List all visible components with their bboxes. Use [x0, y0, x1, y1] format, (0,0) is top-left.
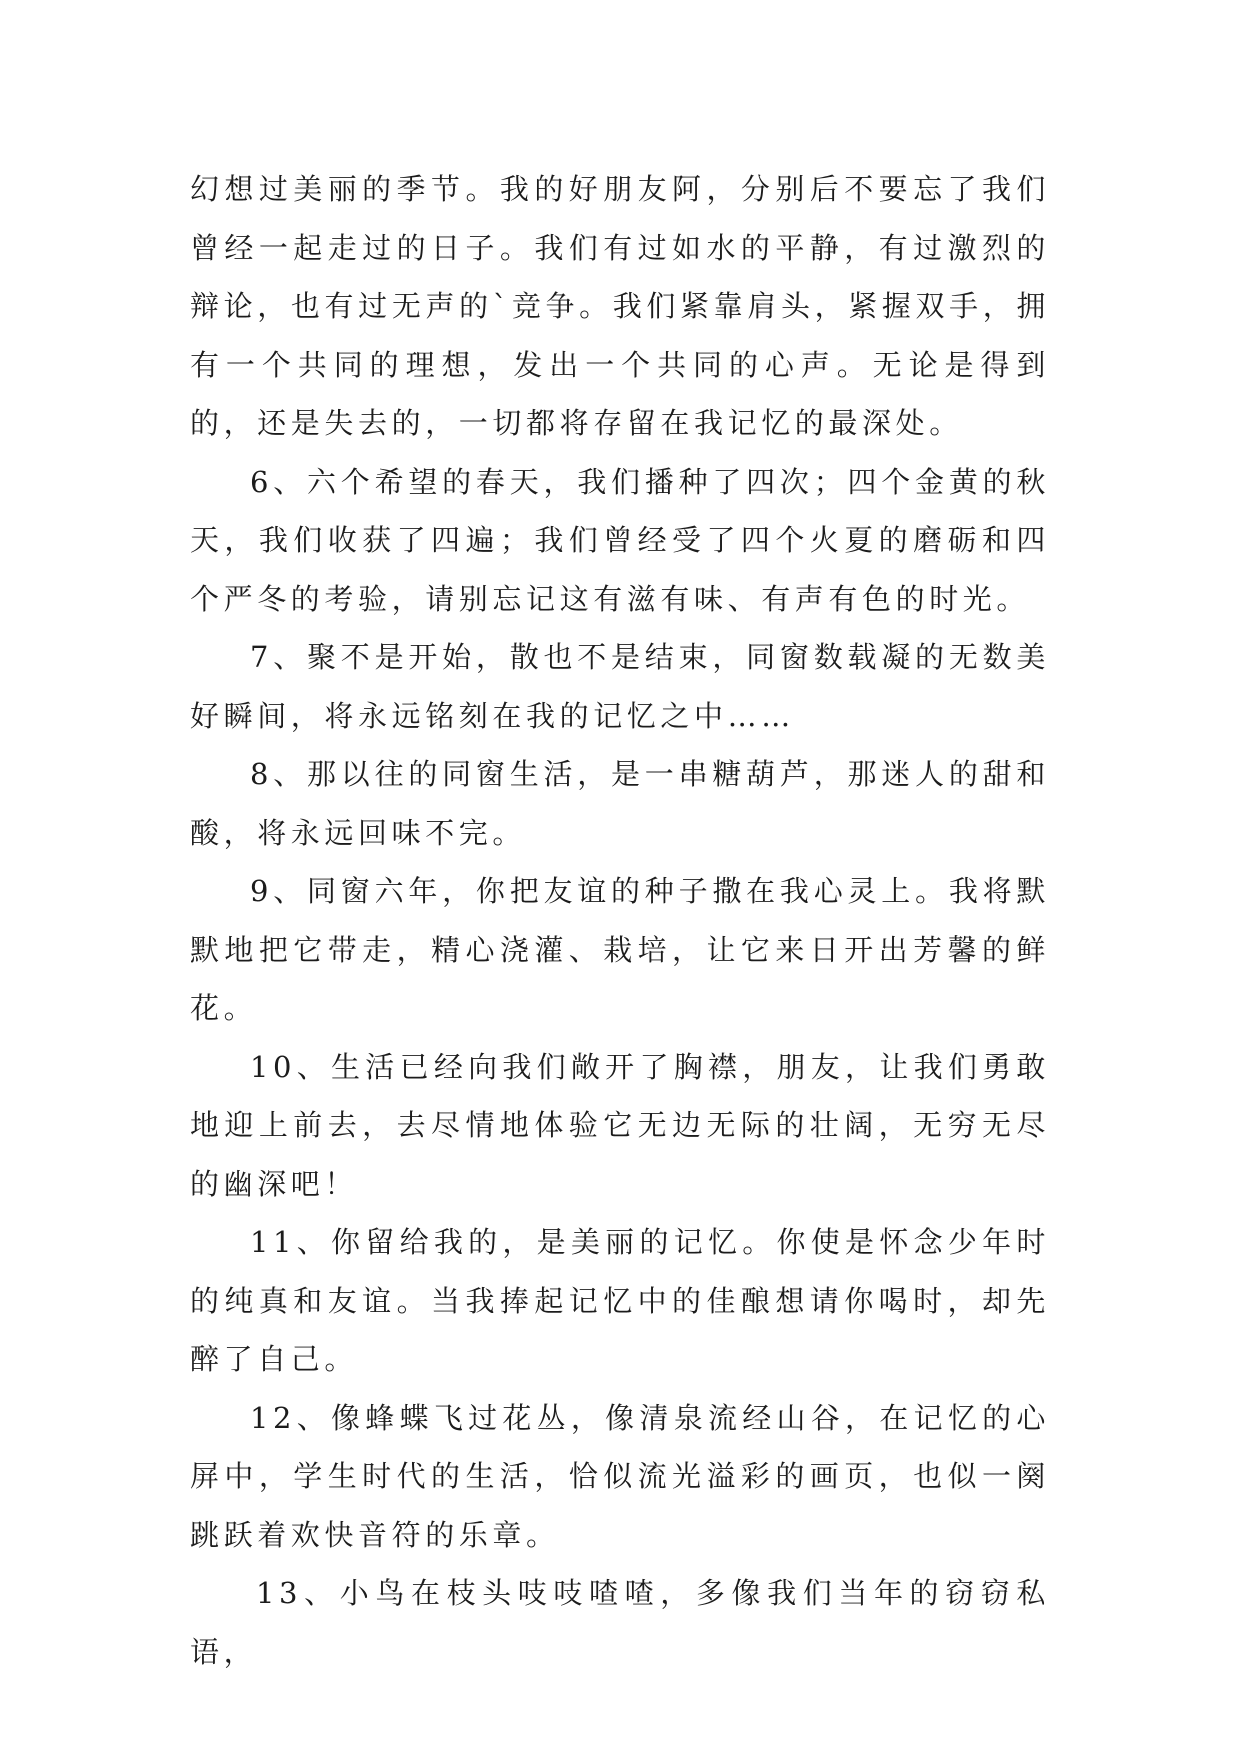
document-body — [190, 160, 1050, 1681]
paragraph-8: 8、那以往的同窗生活，是一串糖葫芦，那迷人的甜和酸，将永远回味不完。 — [190, 757, 1050, 850]
paragraph-10: 10、生活已经向我们敞开了胸襟，朋友，让我们勇敢地迎上前去，去尽情地体验它无边无际的壮阔，无穷无尽的幽深吧！ — [190, 1049, 1050, 1201]
paragraph-12: 12、像蜂蝶飞过花丛，像清泉流经山谷，在记忆的心屏中，学生时代的生活，恰似流光溢彩的画页，也似一阕跳跃着欢快音符的乐章。 — [190, 1400, 1050, 1552]
paragraph-6: 6、六个希望的春天，我们播种了四次；四个金黄的秋天，我们收获了四遍；我们曾经受了四个火夏的磨砺和四个严冬的考验，请别忘记这有滋有味、有声有色的时光。 — [190, 464, 1050, 616]
paragraph-13: 13、小鸟在枝头吱吱喳喳，多像我们当年的窃窃私语， — [190, 1576, 1050, 1669]
paragraph-7: 7、聚不是开始，散也不是结束，同窗数载凝的无数美好瞬间，将永远铭刻在我的记忆之中…… — [190, 640, 1050, 733]
paragraph-continued: 幻想过美丽的季节。我的好朋友阿，分别后不要忘了我们曾经一起走过的日子。我们有过如水的平静，有过激烈的辩论，也有过无声的`竞争。我们紧靠肩头，紧握双手，拥有一个共同的理想，发出一个共同的心声。无论是得到的，还是失去的，一切都将存留在我记忆的最深处。 — [190, 172, 1050, 440]
paragraph-11: 11、你留给我的，是美丽的记忆。你使是怀念少年时的纯真和友谊。当我捧起记忆中的佳酿想请你喝时，却先醉了自己。 — [190, 1225, 1050, 1376]
paragraph-9: 9、同窗六年，你把友谊的种子撒在我心灵上。我将默默地把它带走，精心浇灌、栽培，让它来日开出芳馨的鲜花。 — [190, 874, 1050, 1025]
